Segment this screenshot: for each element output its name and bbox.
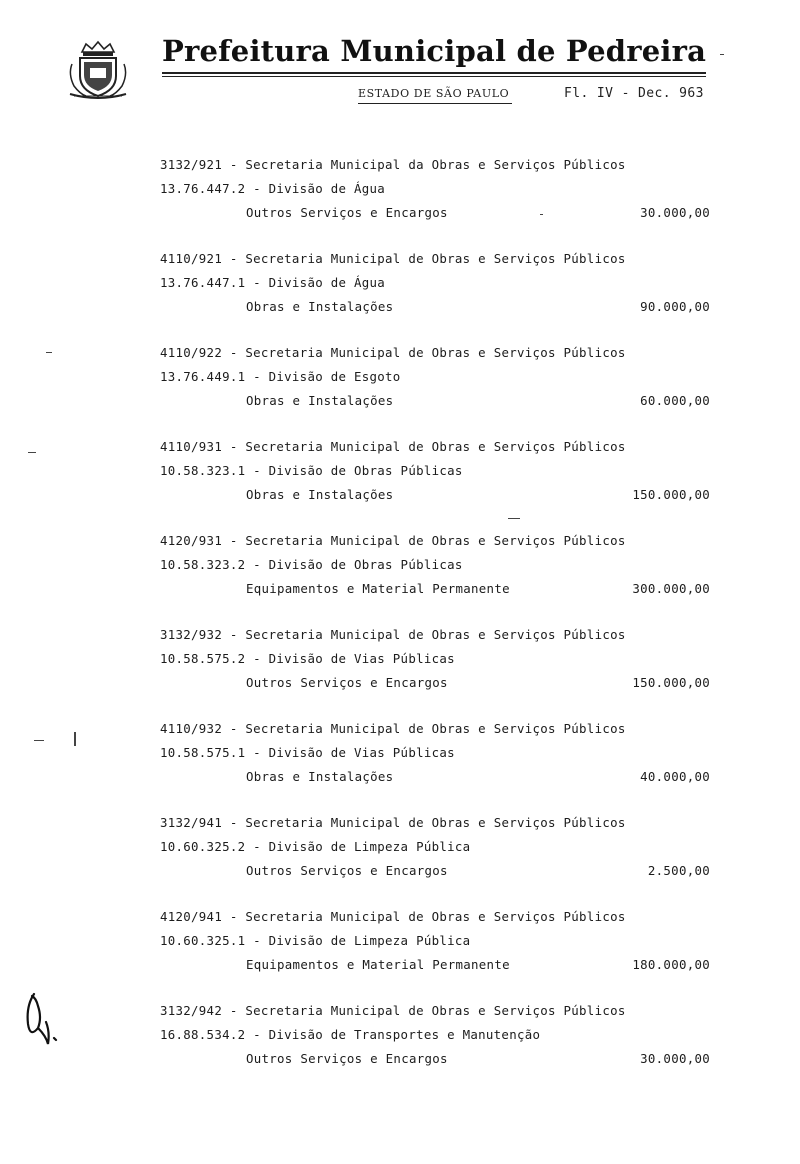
account-code: 4110/931 xyxy=(160,439,223,454)
separator: - xyxy=(222,251,246,266)
entry-account-line xyxy=(160,909,626,924)
department-name: Secretaria Municipal de Obras e Serviços Públicos xyxy=(245,345,626,360)
entry-amount: 150.000,00 xyxy=(632,675,710,690)
state-subtitle: ESTADO DE SÃO PAULO xyxy=(358,87,510,100)
separator: - xyxy=(245,181,269,196)
entry-account-line xyxy=(160,721,626,736)
entry-division-line xyxy=(160,557,463,572)
budget-entries-list xyxy=(160,157,720,1097)
entry-amount: 150.000,00 xyxy=(632,487,710,502)
program-code: 10.58.323.2 xyxy=(160,557,246,572)
entry-amount: 90.000,00 xyxy=(640,299,710,314)
separator: - xyxy=(222,909,246,924)
separator: - xyxy=(222,345,246,360)
program-code: 13.76.447.1 xyxy=(160,275,246,290)
expense-item: Outros Serviços e Encargos xyxy=(246,675,448,690)
account-code: 3132/921 xyxy=(160,157,223,172)
budget-entry xyxy=(160,345,720,439)
expense-item: Obras e Instalações xyxy=(246,487,394,502)
handwritten-initial-icon xyxy=(20,988,68,1048)
entry-account-line xyxy=(160,627,626,642)
budget-entry xyxy=(160,909,720,1003)
expense-item: Outros Serviços e Encargos xyxy=(246,1051,448,1066)
entry-amount: 30.000,00 xyxy=(640,205,710,220)
budget-entry xyxy=(160,815,720,909)
department-name: Secretaria Municipal de Obras e Serviços Públicos xyxy=(245,627,626,642)
department-name: Secretaria Municipal da Obras e Serviços Públicos xyxy=(245,157,626,172)
account-code: 4110/932 xyxy=(160,721,223,736)
account-code: 3132/932 xyxy=(160,627,223,642)
program-code: 10.60.325.2 xyxy=(160,839,246,854)
program-code: 10.58.323.1 xyxy=(160,463,246,478)
entry-division-line xyxy=(160,933,470,948)
entry-amount: 2.500,00 xyxy=(647,863,710,878)
scan-speck xyxy=(28,452,36,453)
entry-amount: 180.000,00 xyxy=(632,957,710,972)
expense-item: Outros Serviços e Encargos xyxy=(246,863,448,878)
budget-entry xyxy=(160,627,720,721)
department-name: Secretaria Municipal de Obras e Serviços Públicos xyxy=(245,1003,626,1018)
folio-reference: Fl. IV - Dec. 963 xyxy=(564,86,704,101)
account-code: 4110/921 xyxy=(160,251,223,266)
program-code: 13.76.447.2 xyxy=(160,181,246,196)
scan-speck xyxy=(720,54,724,55)
budget-entry xyxy=(160,533,720,627)
document-title: Prefeitura Municipal de Pedreira xyxy=(162,34,707,68)
budget-entry xyxy=(160,439,720,533)
entry-division-line xyxy=(160,181,385,196)
entry-account-line xyxy=(160,533,626,548)
scan-speck xyxy=(34,740,44,741)
division-name: Divisão de Água xyxy=(268,181,386,196)
department-name: Secretaria Municipal de Obras e Serviços Públicos xyxy=(245,721,626,736)
program-code: 16.88.534.2 xyxy=(160,1027,246,1042)
entry-account-line xyxy=(160,345,626,360)
separator: - xyxy=(245,1027,269,1042)
entry-division-line xyxy=(160,463,463,478)
scan-speck xyxy=(508,518,520,519)
separator: - xyxy=(245,745,269,760)
entry-amount: 40.000,00 xyxy=(640,769,710,784)
program-code: 13.76.449.1 xyxy=(160,369,246,384)
division-name: Divisão de Transportes e Manutenção xyxy=(268,1027,541,1042)
budget-entry xyxy=(160,1003,720,1097)
separator: - xyxy=(245,369,269,384)
entry-division-line xyxy=(160,1027,540,1042)
department-name: Secretaria Municipal de Obras e Serviços Públicos xyxy=(245,439,626,454)
budget-entry xyxy=(160,157,720,251)
department-name: Secretaria Municipal de Obras e Serviços Públicos xyxy=(245,815,626,830)
account-code: 4120/931 xyxy=(160,533,223,548)
entry-amount: 30.000,00 xyxy=(640,1051,710,1066)
account-code: 4120/941 xyxy=(160,909,223,924)
account-code: 4110/922 xyxy=(160,345,223,360)
division-name: Divisão de Água xyxy=(268,275,386,290)
expense-item: Equipamentos e Material Permanente xyxy=(246,581,510,596)
division-name: Divisão de Esgoto xyxy=(268,369,401,384)
department-name: Secretaria Municipal de Obras e Serviços Públicos xyxy=(245,533,626,548)
separator: - xyxy=(245,839,269,854)
division-name: Divisão de Vias Públicas xyxy=(268,651,455,666)
program-code: 10.60.325.1 xyxy=(160,933,246,948)
entry-amount: 300.000,00 xyxy=(632,581,710,596)
expense-item: Outros Serviços e Encargos xyxy=(246,205,448,220)
scan-speck xyxy=(74,732,76,746)
department-name: Secretaria Municipal de Obras e Serviços Públicos xyxy=(245,909,626,924)
separator: - xyxy=(222,1003,246,1018)
separator: - xyxy=(222,533,246,548)
account-code: 3132/941 xyxy=(160,815,223,830)
title-rule-thin xyxy=(162,76,706,77)
entry-account-line xyxy=(160,251,626,266)
entry-division-line xyxy=(160,275,385,290)
expense-item: Equipamentos e Material Permanente xyxy=(246,957,510,972)
separator: - xyxy=(222,721,246,736)
division-name: Divisão de Limpeza Pública xyxy=(268,933,471,948)
division-name: Divisão de Limpeza Pública xyxy=(268,839,471,854)
department-name: Secretaria Municipal de Obras e Serviços Públicos xyxy=(245,251,626,266)
scan-speck xyxy=(540,214,543,215)
separator: - xyxy=(245,275,269,290)
state-underline xyxy=(358,103,512,104)
entry-account-line xyxy=(160,439,626,454)
entry-division-line xyxy=(160,651,455,666)
account-code: 3132/942 xyxy=(160,1003,223,1018)
entry-division-line xyxy=(160,369,401,384)
entry-division-line xyxy=(160,745,455,760)
budget-entry xyxy=(160,251,720,345)
separator: - xyxy=(245,557,269,572)
separator: - xyxy=(245,933,269,948)
separator: - xyxy=(222,439,246,454)
division-name: Divisão de Vias Públicas xyxy=(268,745,455,760)
expense-item: Obras e Instalações xyxy=(246,769,394,784)
scan-speck xyxy=(46,352,52,353)
expense-item: Obras e Instalações xyxy=(246,393,394,408)
municipal-coat-of-arms-icon xyxy=(66,40,130,102)
separator: - xyxy=(222,627,246,642)
entry-amount: 60.000,00 xyxy=(640,393,710,408)
separator: - xyxy=(245,651,269,666)
program-code: 10.58.575.2 xyxy=(160,651,246,666)
program-code: 10.58.575.1 xyxy=(160,745,246,760)
division-name: Divisão de Obras Públicas xyxy=(268,463,463,478)
entry-account-line xyxy=(160,1003,626,1018)
entry-account-line xyxy=(160,815,626,830)
entry-account-line xyxy=(160,157,626,172)
separator: - xyxy=(222,157,246,172)
separator: - xyxy=(222,815,246,830)
expense-item: Obras e Instalações xyxy=(246,299,394,314)
entry-division-line xyxy=(160,839,470,854)
division-name: Divisão de Obras Públicas xyxy=(268,557,463,572)
budget-entry xyxy=(160,721,720,815)
title-rule xyxy=(162,72,706,74)
separator: - xyxy=(245,463,269,478)
